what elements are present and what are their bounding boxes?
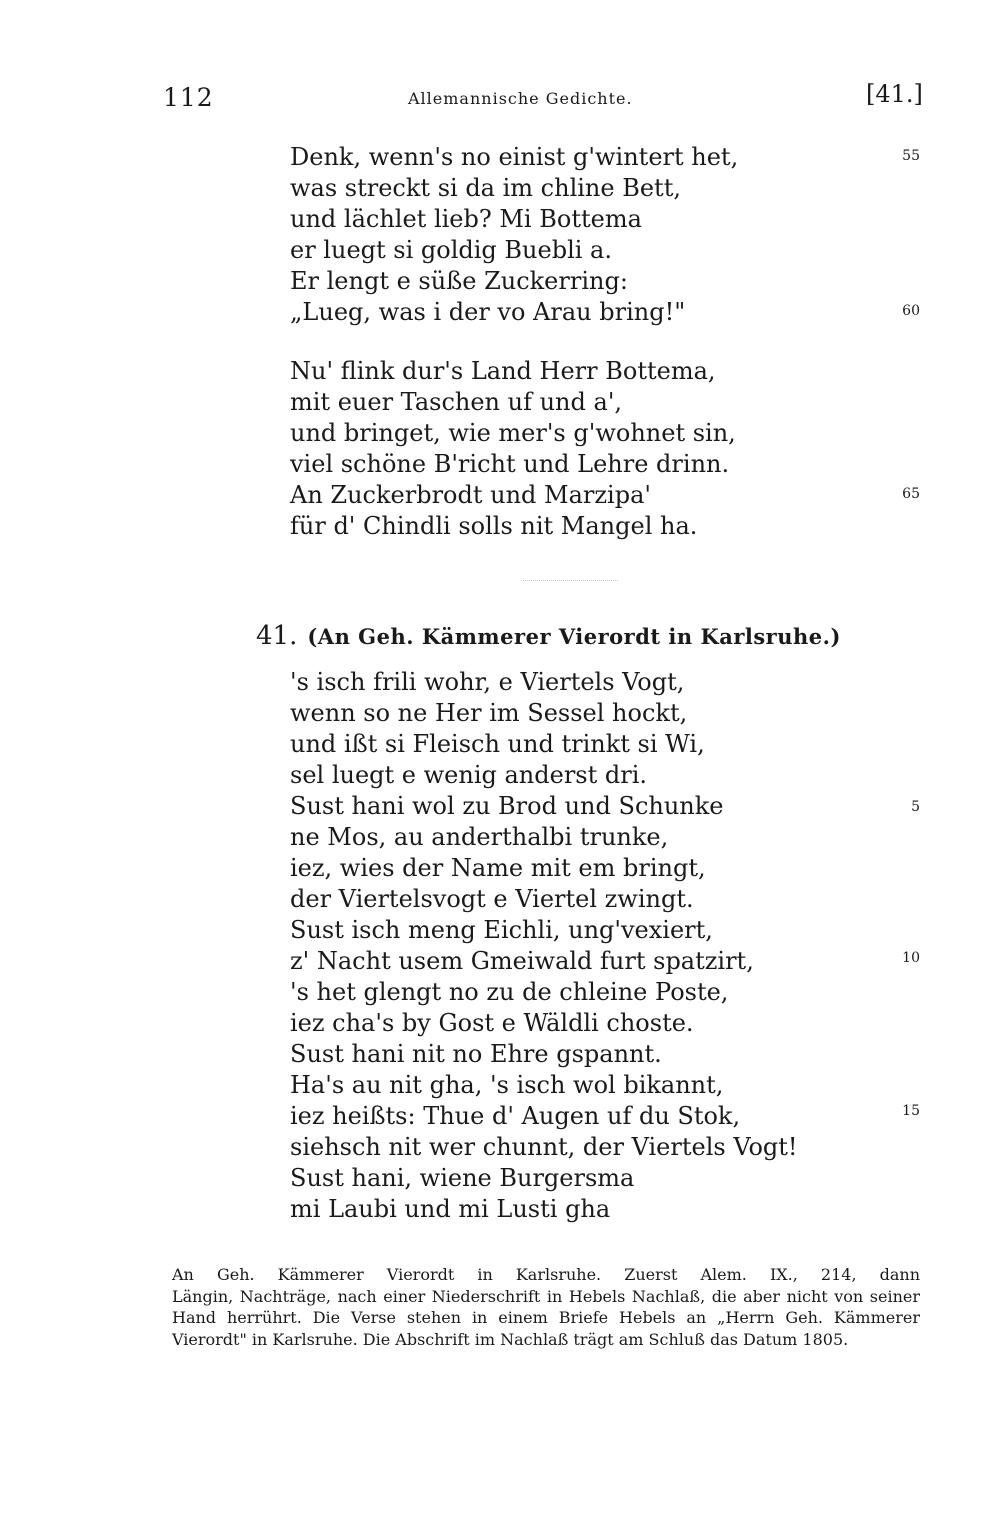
verse-line: und bringet, wie mer's g'wohnet sin, bbox=[290, 419, 736, 447]
verse-line: und ißt si Fleisch und trinkt si Wi, bbox=[290, 730, 705, 758]
footnote-line: Hand herrührt. Die Verse stehen in einem Briefe Hebels an „Herrn Geh. Kämmerer bbox=[172, 1308, 920, 1327]
editorial-footnote bbox=[172, 1264, 920, 1350]
running-title: Allemannische Gedichte. bbox=[408, 89, 633, 108]
verse-line: 's het glengt no zu de chleine Poste, bbox=[290, 978, 729, 1006]
separator-dots bbox=[523, 580, 618, 581]
verse-line: Ha's au nit gha, 's isch wol bikannt, bbox=[290, 1071, 724, 1099]
stanza-continuation-2 bbox=[290, 356, 736, 542]
verse-line: sel luegt e wenig anderst dri. bbox=[290, 761, 648, 789]
poem-title: (An Geh. Kämmerer Vierordt in Karlsruhe.) bbox=[307, 624, 841, 649]
footnote-line: Vierordt" in Karlsruhe. Die Abschrift im Nachlaß trägt am Schluß das Datum 1805. bbox=[172, 1329, 849, 1349]
verse-line: ne Mos, au anderthalbi trunke, bbox=[290, 823, 669, 851]
verse-line: der Viertelsvogt e Viertel zwingt. bbox=[290, 885, 694, 913]
footnote-line: Längin, Nachträge, nach einer Niederschrift in Hebels Nachlaß, die aber nicht von seiner bbox=[172, 1286, 920, 1306]
page-number: 112 bbox=[163, 83, 214, 112]
verse-line: Sust hani wol zu Brod und Schunke bbox=[290, 792, 724, 820]
verse-line: An Zuckerbrodt und Marzipa' bbox=[290, 481, 651, 509]
line-number: 15 bbox=[902, 1103, 920, 1119]
verse-line: für d' Chindli solls nit Mangel ha. bbox=[290, 512, 698, 540]
verse-line: iez, wies der Name mit em bringt, bbox=[290, 854, 706, 882]
section-reference: [41.] bbox=[866, 80, 923, 108]
verse-line: er luegt si goldig Buebli a. bbox=[290, 236, 612, 264]
verse-line: Nu' flink dur's Land Herr Bottema, bbox=[290, 357, 716, 385]
verse-line: mit euer Taschen uf und a', bbox=[290, 388, 623, 416]
stanza-continuation-1 bbox=[290, 142, 738, 328]
verse-line: siehsch nit wer chunnt, der Viertels Vogt! bbox=[290, 1133, 798, 1161]
verse-line: Sust hani nit no Ehre gspannt. bbox=[290, 1040, 662, 1068]
poem-body bbox=[290, 667, 798, 1225]
verse-line: Er lengt e süße Zuckerring: bbox=[290, 267, 628, 295]
line-number: 65 bbox=[902, 486, 920, 502]
verse-line: iez cha's by Gost e Wäldli choste. bbox=[290, 1009, 694, 1037]
verse-line: 's isch frili wohr, e Viertels Vogt, bbox=[290, 668, 685, 696]
verse-line: Denk, wenn's no einist g'wintert het, bbox=[290, 143, 739, 171]
line-number: 10 bbox=[902, 950, 920, 966]
verse-line: was streckt si da im chline Bett, bbox=[290, 174, 681, 202]
verse-line: mi Laubi und mi Lusti gha bbox=[290, 1195, 611, 1223]
verse-line: iez heißts: Thue d' Augen uf du Stok, bbox=[290, 1102, 741, 1130]
poem-number: 41. bbox=[256, 621, 298, 651]
verse-line: Sust isch meng Eichli, ung'vexiert, bbox=[290, 916, 713, 944]
footnote-line: An Geh. Kämmerer Vierordt in Karlsruhe. Zuerst Alem. IX., 214, dann bbox=[172, 1265, 920, 1284]
verse-line: „Lueg, was i der vo Arau bring!" bbox=[290, 298, 686, 326]
verse-line: und lächlet lieb? Mi Bottema bbox=[290, 205, 642, 233]
verse-line: viel schöne B'richt und Lehre drinn. bbox=[290, 450, 730, 478]
line-number: 60 bbox=[902, 303, 920, 319]
line-number: 55 bbox=[902, 148, 920, 164]
verse-line: z' Nacht usem Gmeiwald furt spatzirt, bbox=[290, 947, 754, 975]
verse-line: Sust hani, wiene Burgersma bbox=[290, 1164, 635, 1192]
verse-line: wenn so ne Her im Sessel hockt, bbox=[290, 699, 688, 727]
poem-heading bbox=[256, 621, 841, 651]
line-number: 5 bbox=[911, 799, 920, 815]
